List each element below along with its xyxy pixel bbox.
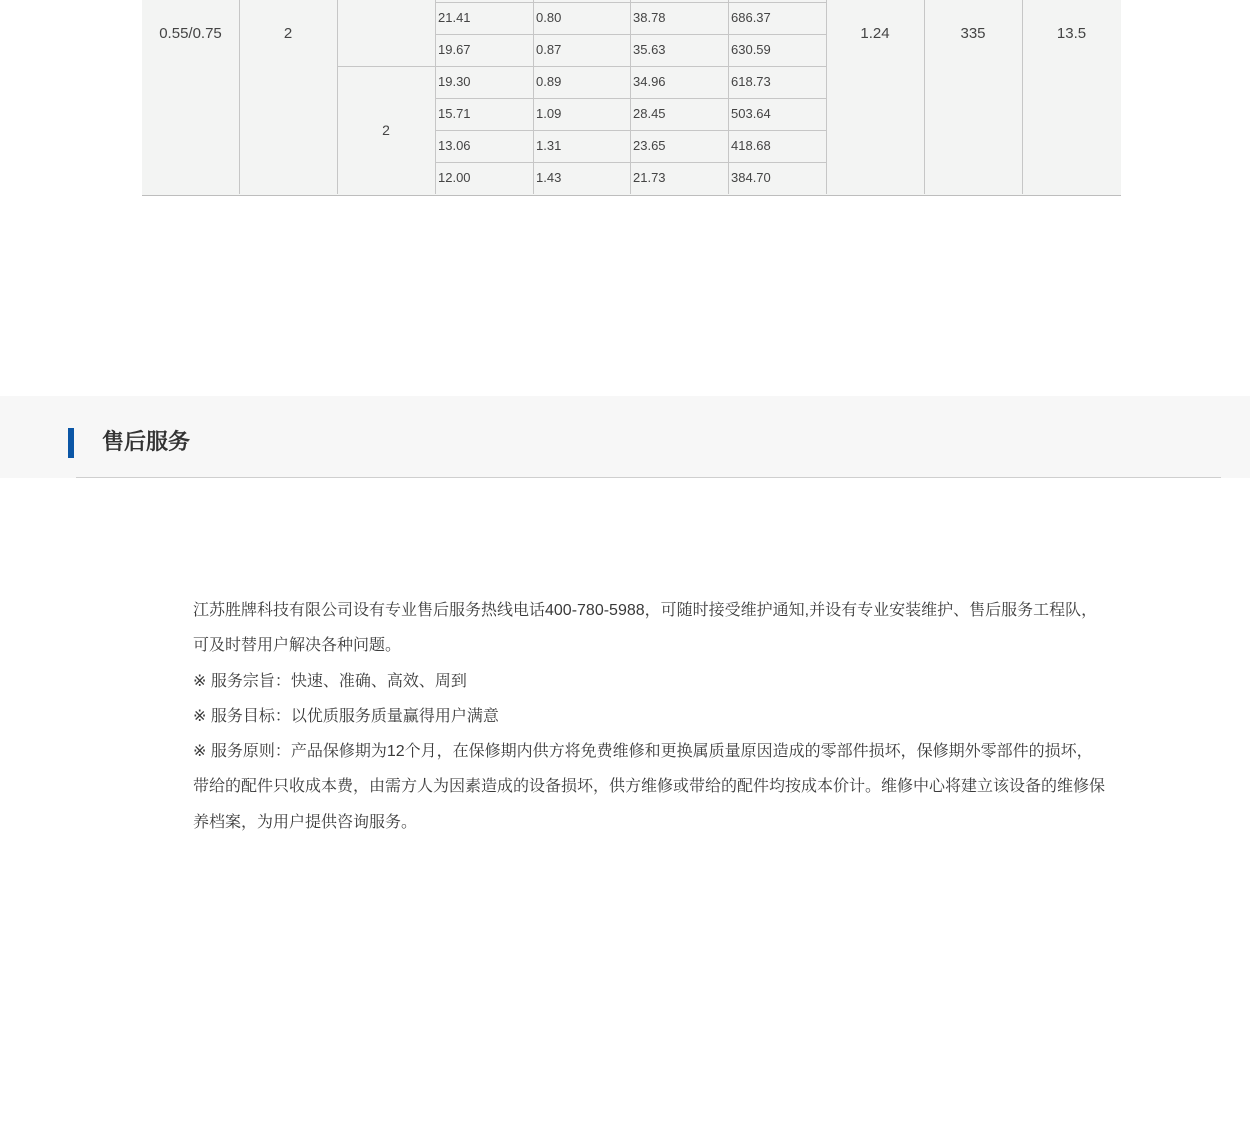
table-cell: 12.00	[438, 170, 471, 185]
service-content	[193, 593, 1105, 840]
section-accent-bar	[68, 428, 74, 458]
table-divider	[435, 2, 827, 3]
table-divider	[435, 98, 827, 99]
table-cell: 0.80	[536, 10, 562, 25]
table-cell: 1.43	[536, 170, 562, 185]
table-divider	[533, 0, 534, 194]
table-cell: 618.73	[731, 74, 771, 89]
table-cell: 0.87	[536, 42, 562, 57]
table-cell: 13.5	[1056, 25, 1087, 42]
table-cell: 335	[960, 25, 986, 42]
section-title: 售后服务	[102, 429, 191, 454]
table-divider	[728, 0, 729, 194]
service-goal: ※ 服务目标：以优质服务质量赢得用户满意	[193, 707, 499, 725]
table-cell: 1.24	[860, 25, 890, 42]
service-principle: ※ 服务原则：产品保修期为12个月，在保修期内供方将免费维修和更换属质量原因造成的零部件损坏，保修期外零部件的损坏，带给的配件只收成本费，由需方人为因素造成的设备损坏，供方维修或带给的配件均按成本价计。维修中心将建立该设备的维修保养档案，为用户提供咨询服务。	[193, 743, 1106, 831]
table-cell: 418.68	[731, 138, 771, 153]
table-cell: 35.63	[633, 42, 666, 57]
spec-table	[142, 0, 1121, 196]
table-divider	[435, 130, 827, 131]
table-divider	[337, 0, 338, 194]
table-cell: 1.31	[536, 138, 562, 153]
table-cell: 15.71	[438, 106, 471, 121]
table-cell: 2	[382, 122, 390, 138]
table-cell: 0.89	[536, 74, 562, 89]
table-cell: 19.30	[438, 74, 471, 89]
table-cell: 13.06	[438, 138, 471, 153]
table-divider	[337, 66, 827, 67]
table-cell: 686.37	[731, 10, 771, 25]
table-divider	[630, 0, 631, 194]
table-cell: 21.73	[633, 170, 666, 185]
table-divider	[435, 34, 827, 35]
table-cell: 384.70	[731, 170, 771, 185]
table-cell: 0.55/0.75	[159, 25, 222, 42]
table-cell: 23.65	[633, 138, 666, 153]
table-cell: 38.78	[633, 10, 666, 25]
table-cell: 1.09	[536, 106, 562, 121]
table-cell: 2	[283, 25, 293, 42]
service-tenet: ※ 服务宗旨：快速、准确、高效、周到	[193, 672, 467, 690]
table-cell: 21.41	[438, 10, 471, 25]
section-divider	[76, 477, 1221, 478]
table-cell: 630.59	[731, 42, 771, 57]
table-cell: 34.96	[633, 74, 666, 89]
table-cell: 28.45	[633, 106, 666, 121]
service-intro: 江苏胜牌科技有限公司设有专业售后服务热线电话400-780-5988，可随时接受维护通知,并设有专业安装维护、售后服务工程队，可及时替用户解决各种问题。	[193, 602, 1098, 655]
table-divider	[435, 162, 827, 163]
table-divider	[435, 0, 436, 194]
table-cell: 503.64	[731, 106, 771, 121]
table-cell: 19.67	[438, 42, 471, 57]
